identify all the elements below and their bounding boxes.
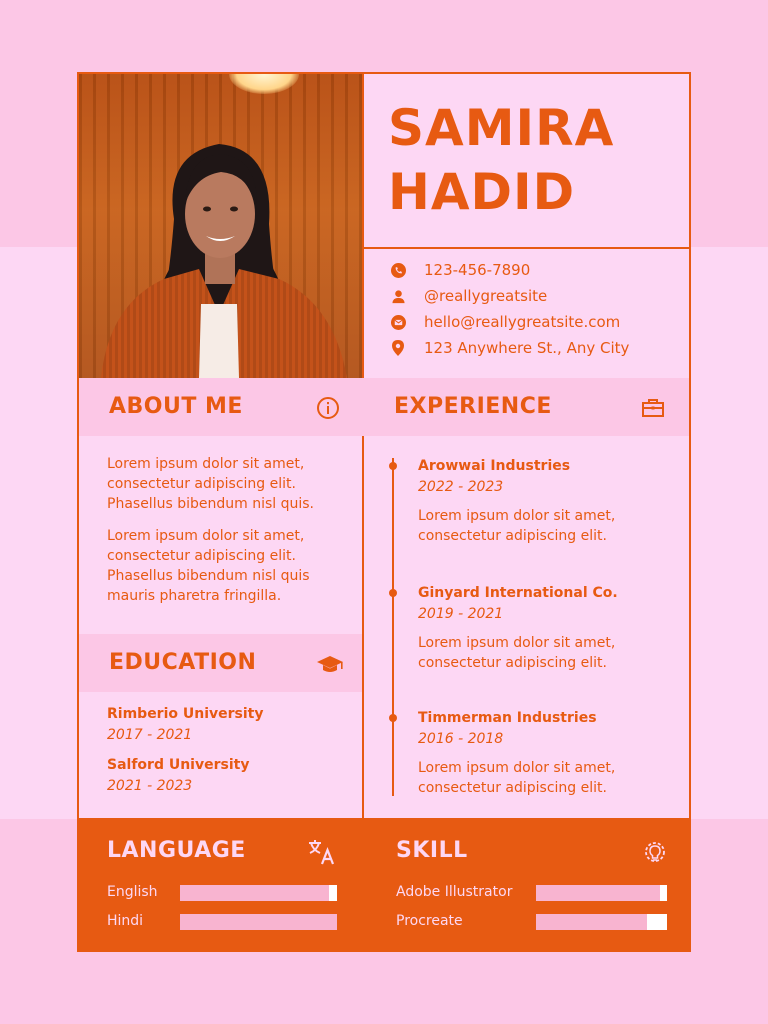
education-years: 2021 - 2023 (107, 778, 193, 794)
experience-item (418, 708, 668, 798)
contact-phone (390, 261, 530, 279)
about-header (79, 378, 362, 436)
language-level-fill (180, 914, 337, 930)
experience-item (418, 583, 668, 673)
experience-item (418, 456, 668, 546)
language-level-bar (180, 885, 337, 901)
address-text: 123 Anywhere St., Any City (424, 339, 630, 357)
education-section (77, 634, 364, 820)
email-text[interactable]: hello@reallygreatsite.com (424, 313, 621, 331)
education-header (79, 634, 362, 692)
name-panel (362, 72, 691, 249)
skill-level-bar (536, 885, 667, 901)
about-paragraph-1: Lorem ipsum dolor sit amet, consectetur adipiscing elit. Phasellus bibendum nisl quis. (107, 456, 314, 512)
experience-header (362, 378, 689, 436)
contact-email (390, 313, 620, 331)
skill-name: Adobe Illustrator (396, 884, 513, 900)
education-item (107, 755, 249, 797)
education-item (107, 704, 264, 746)
about-paragraph-2: Lorem ipsum dolor sit amet, consectetur adipiscing elit. Phasellus bibendum nisl quis mauris pharetra fringilla. (107, 528, 310, 604)
about-title: ABOUT ME (109, 394, 243, 419)
language-skill-footer (77, 818, 691, 952)
contact-address (390, 339, 629, 357)
first-name: SAMIRA (388, 99, 615, 157)
timeline-dot (389, 589, 397, 597)
portrait-figure (79, 74, 362, 378)
full-name (388, 96, 614, 224)
graduation-cap-icon (316, 652, 340, 676)
location-pin-icon (390, 340, 406, 356)
skill-name: Procreate (396, 913, 463, 929)
education-school: Salford University (107, 757, 250, 773)
briefcase-icon (641, 396, 665, 420)
skill-title: SKILL (396, 838, 468, 863)
skill-level-bar (536, 914, 667, 930)
language-level-fill (180, 885, 329, 901)
language-level-bar (180, 914, 337, 930)
email-icon (390, 314, 406, 330)
last-name: HADID (388, 163, 576, 221)
phone-text: 123-456-7890 (424, 261, 531, 279)
timeline-dot (389, 714, 397, 722)
education-title: EDUCATION (109, 650, 257, 675)
experience-description: Lorem ipsum dolor sit amet, consectetur adipiscing elit. (418, 760, 616, 796)
experience-description: Lorem ipsum dolor sit amet, consectetur adipiscing elit. (418, 635, 616, 671)
education-school: Rimberio University (107, 706, 264, 722)
experience-company: Ginyard International Co. (418, 585, 618, 601)
language-name: Hindi (107, 913, 144, 929)
phone-icon (390, 262, 406, 278)
experience-years: 2019 - 2021 (418, 606, 504, 622)
experience-company: Timmerman Industries (418, 710, 597, 726)
skill-level-fill (536, 885, 660, 901)
skill-level-fill (536, 914, 647, 930)
translate-icon (307, 838, 335, 866)
lightbulb-gear-icon (641, 838, 669, 866)
timeline-dot (389, 462, 397, 470)
experience-years: 2022 - 2023 (418, 479, 504, 495)
experience-section (362, 378, 691, 820)
language-title: LANGUAGE (107, 838, 246, 863)
contact-website (390, 287, 547, 305)
user-icon (390, 288, 406, 304)
experience-timeline (392, 458, 394, 796)
language-name: English (107, 884, 158, 900)
experience-title: EXPERIENCE (394, 394, 552, 419)
experience-company: Arowwai Industries (418, 458, 571, 474)
website-text[interactable]: @reallygreatsite (424, 287, 548, 305)
education-years: 2017 - 2021 (107, 727, 193, 743)
about-section (77, 378, 364, 636)
info-icon (316, 396, 340, 420)
contact-panel (362, 247, 691, 380)
resume-card (77, 72, 691, 952)
experience-years: 2016 - 2018 (418, 731, 504, 747)
profile-photo (77, 72, 364, 380)
experience-description: Lorem ipsum dolor sit amet, consectetur adipiscing elit. (418, 508, 616, 544)
